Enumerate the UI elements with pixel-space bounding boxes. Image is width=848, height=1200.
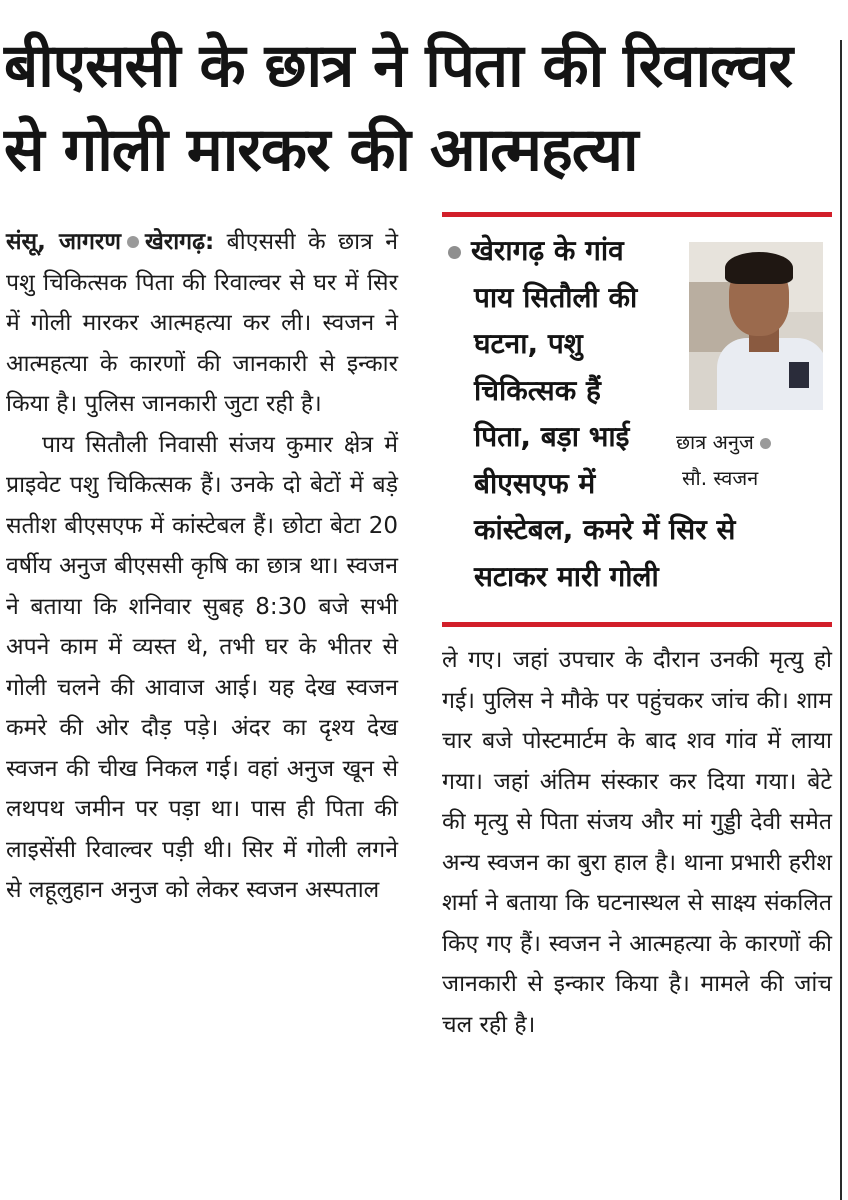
lead-paragraph <box>6 222 398 425</box>
bullet-dot-icon <box>448 246 461 259</box>
highlight-rule-top <box>442 212 832 217</box>
highlight-line: पिता, बड़ा भाई <box>474 420 630 453</box>
byline-source: संसू, जागरण <box>6 229 121 255</box>
photo-caption <box>676 424 826 496</box>
article-column-left <box>6 222 398 911</box>
byline-place: खेरागढ़: <box>144 229 215 255</box>
caption-name: छात्र अनुज <box>676 430 754 454</box>
highlight-line: पाय सितौली की <box>474 280 638 314</box>
highlight-line: बीएसएफ में <box>474 466 596 500</box>
headline-line-1: बीएससी के छात्र ने पिता की रिवाल्वर <box>4 31 792 101</box>
student-photo <box>689 242 823 410</box>
column-border <box>840 40 842 1200</box>
highlight-line: घटना, पशु <box>474 327 583 360</box>
highlight-line: सटाकर मारी गोली <box>474 559 659 593</box>
highlight-line: चिकित्सक हैं <box>474 373 601 407</box>
highlight-line: खेरागढ़ के गांव <box>448 228 828 275</box>
lead-text: बीएससी के छात्र ने पशु चिकित्सक पिता की रिवाल्वर से घर में सिर में गोली मारकर आत्महत्या कर ली। स्वजन ने आत्महत्या के कारणों की जानकारी से इन्कार किया है। पुलिस जानकारी जुटा रही है। <box>6 229 398 417</box>
headline-line-2: से गोली मारकर की आत्महत्या <box>4 115 638 185</box>
headline <box>4 24 834 192</box>
highlight-line: कांस्टेबल, कमरे में सिर से <box>474 513 736 546</box>
caption-credit: सौ. स्वजन <box>682 466 759 490</box>
bullet-dot-icon <box>760 438 771 449</box>
highlight-rule-bottom <box>442 622 832 627</box>
article-column-right <box>442 640 832 1045</box>
byline <box>6 229 214 255</box>
body-paragraph: पाय सितौली निवासी संजय कुमार क्षेत्र में प्राइवेट पशु चिकित्सक हैं। उनके दो बेटों में बड़े सतीश बीएसएफ में कांस्टेबल हैं। छोटा बेटा 20 वर्षीय अनुज बीएससी कृषि का छात्र था। स्वजन ने बताया कि शनिवार सुबह 8:30 बजे सभी अपने काम में व्यस्त थे, तभी घर के भीतर से गोली चलने की आवाज आई। यह देख स्वजन कमरे की ओर दौड़ पड़े। अंदर का दृश्य देख स्वजन की चीख निकल गई। वहां अनुज खून से लथपथ जमीन पर पड़ा था। पास ही पिता की लाइसेंसी रिवाल्वर पड़ी थी। सिर में गोली लगने से लहूलुहान अनुज को लेकर स्वजन अस्पताल <box>6 431 398 903</box>
continued-paragraph: ले गए। जहां उपचार के दौरान उनकी मृत्यु हो गई। पुलिस ने मौके पर पहुंचकर जांच की। शाम चार बजे पोस्टमार्टम के बाद शव गांव में लाया गया। जहां अंतिम संस्कार कर दिया गया। बेटे की मृत्यु से पिता संजय और मां गुड्डी देवी समेत अन्य स्वजन का बुरा हाल है। थाना प्रभारी हरीश शर्मा ने बताया कि घटनास्थल से साक्ष्य संकलित किए गए हैं। स्वजन ने आत्महत्या के कारणों की जानकारी से इन्कार किया है। मामले की जांच चल रही है। <box>442 647 832 1038</box>
bullet-dot-icon <box>127 236 139 248</box>
